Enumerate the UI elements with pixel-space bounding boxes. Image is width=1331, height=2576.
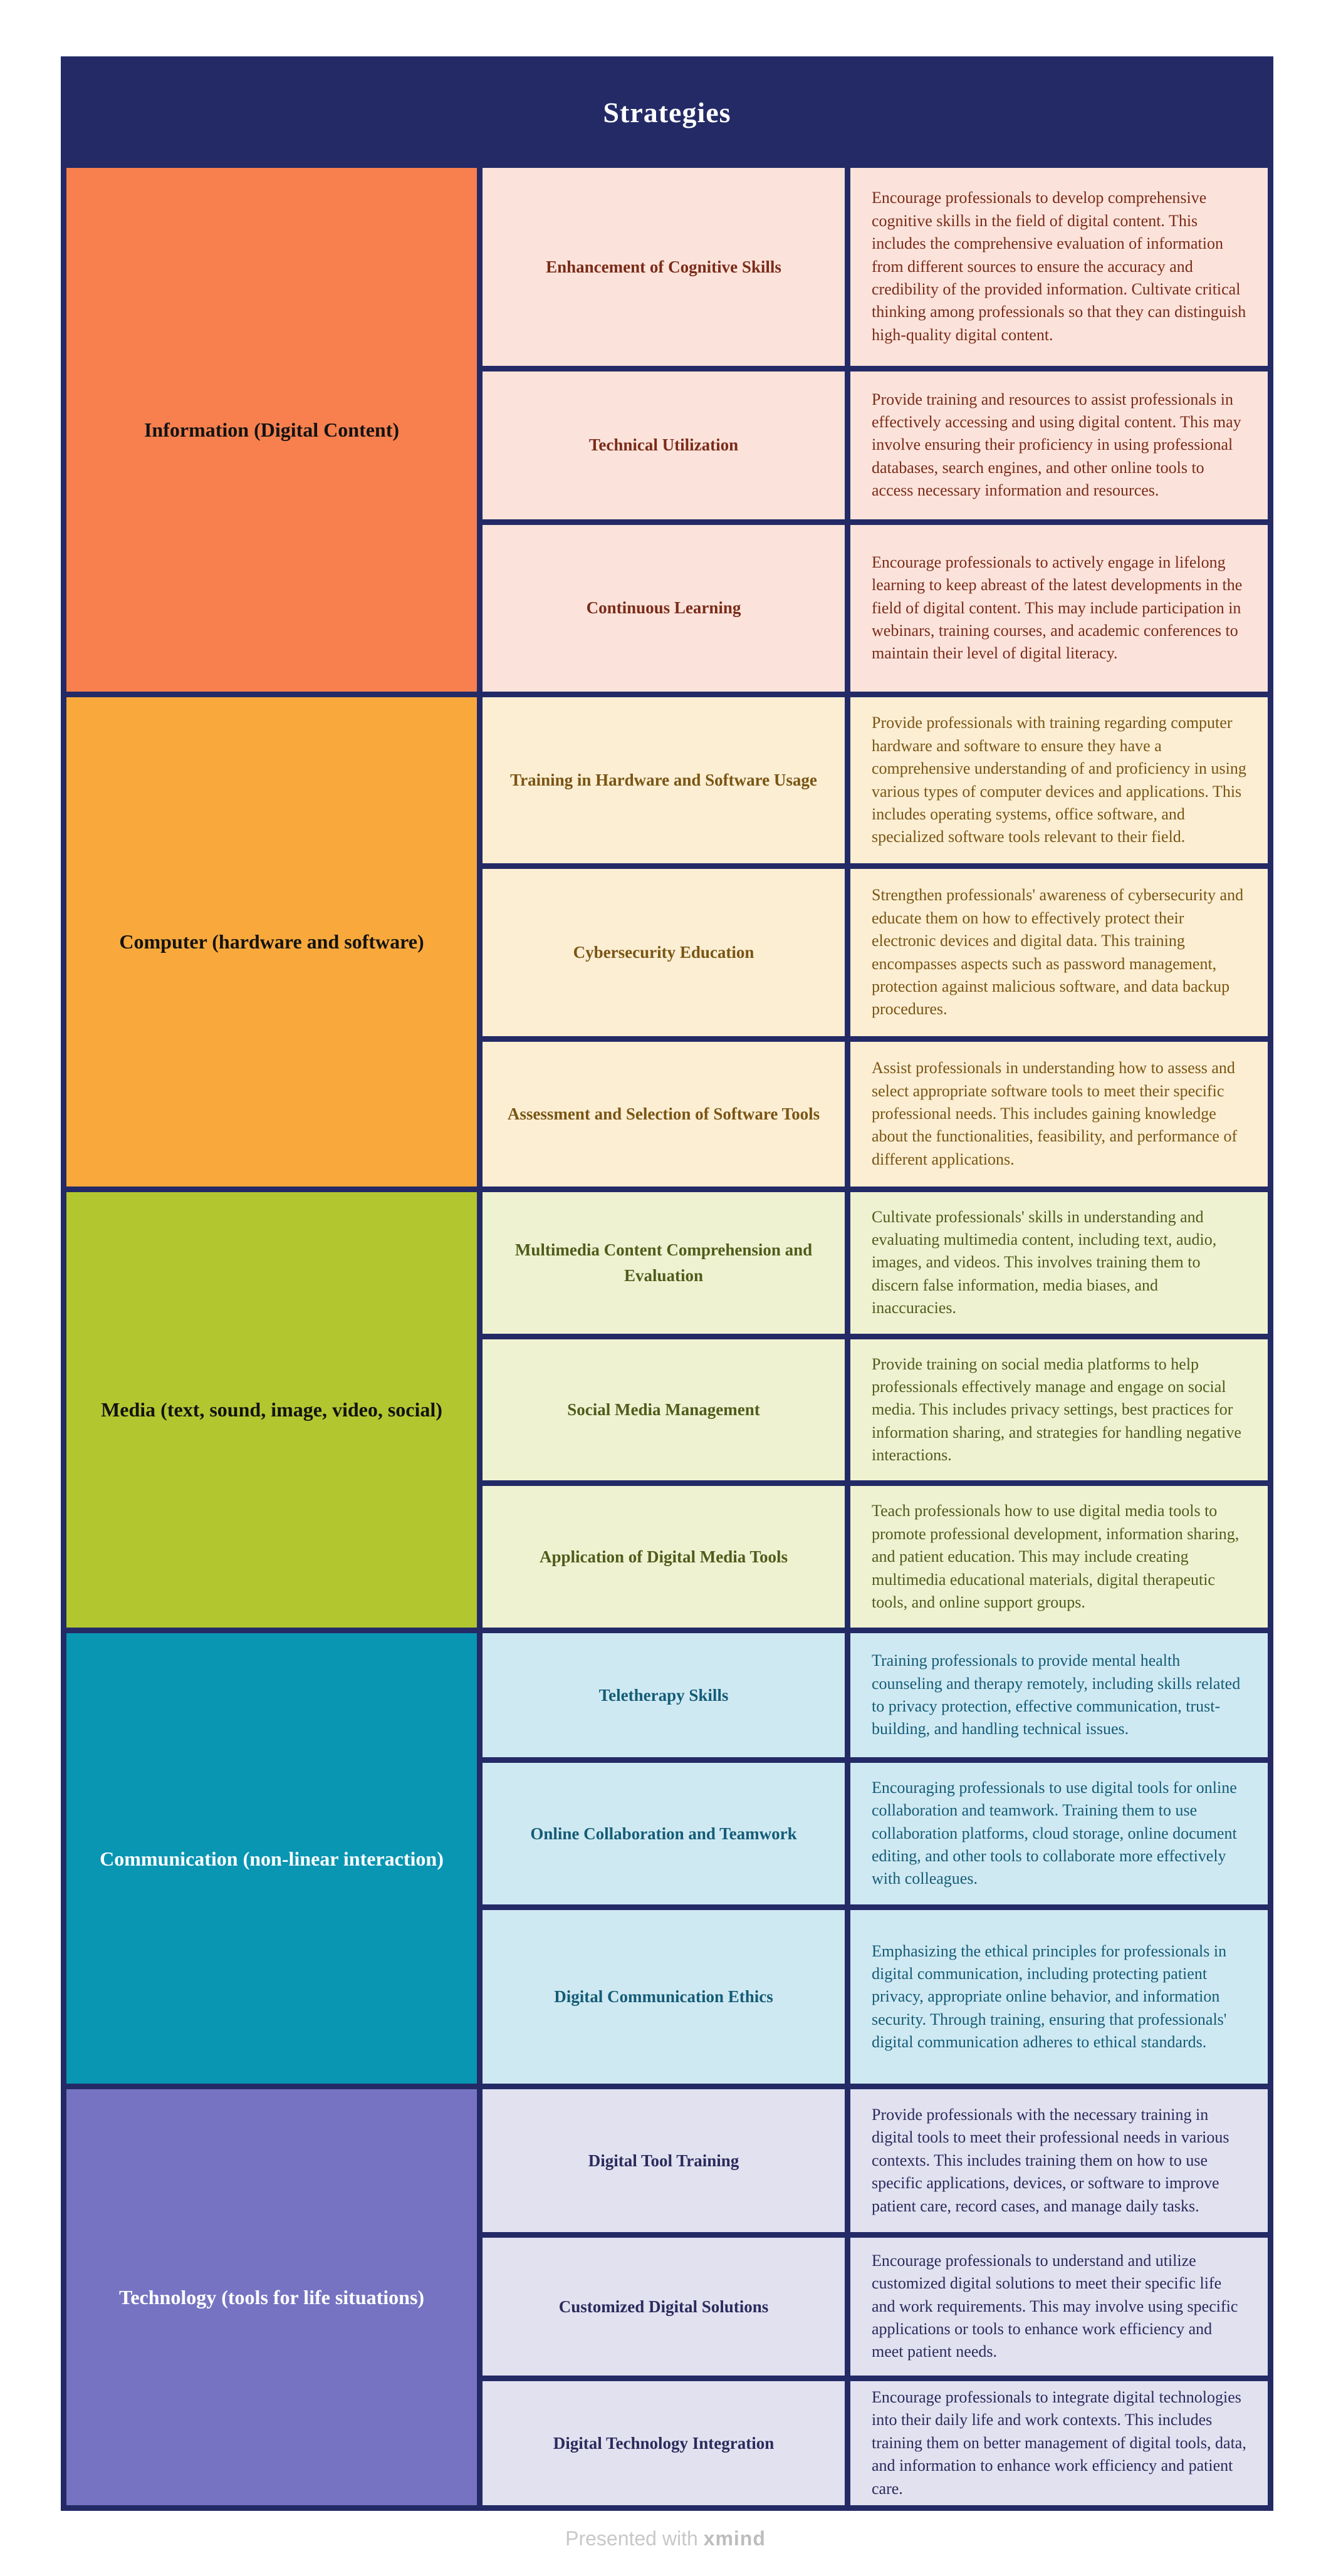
section-rows — [483, 697, 1268, 1187]
strategy-row — [483, 1910, 1268, 2084]
section-communication — [66, 1633, 1268, 2084]
strategy-label-cell: Digital Tool Training — [483, 2089, 845, 2232]
strategy-description-text: Emphasizing the ethical principles for professionals in digital communication, including protecting patient privacy, appropriate online behavior, and information security. Through training, ensuring that professionals' digital communication adheres to ethical standards. — [872, 1941, 1227, 2052]
strategy-label-cell: Application of Digital Media Tools — [483, 1486, 845, 1628]
strategy-description-text: Training professionals to provide mental health counseling and therapy remotely, including skills related to privacy protection, effective communication, trust-building, and handling technical issues. — [872, 1651, 1241, 1738]
strategy-row — [483, 1763, 1268, 1904]
section-rows — [483, 1633, 1268, 2084]
strategy-label-cell: Social Media Management — [483, 1339, 845, 1481]
strategy-description-text: Provide professionals with training regarding computer hardware and software to ensure they have a comprehensive understanding of and proficiency in using various types of computer devices and applications. This includes operating systems, office software, and specialized software tools relevant to their field. — [872, 714, 1246, 846]
strategy-description-cell — [850, 525, 1268, 692]
section-rows — [483, 168, 1268, 692]
strategy-label-cell: Digital Technology Integration — [483, 2381, 845, 2505]
strategy-description-cell — [850, 168, 1268, 366]
strategy-row — [483, 2089, 1268, 2232]
strategy-description-cell — [850, 869, 1268, 1036]
strategy-description-cell — [850, 1910, 1268, 2084]
category-cell: Computer (hardware and software) — [66, 697, 477, 1187]
strategy-label-cell: Teletherapy Skills — [483, 1633, 845, 1757]
strategy-row — [483, 2381, 1268, 2505]
section-rows — [483, 2089, 1268, 2505]
strategy-description-text: Encourage professionals to integrate digital technologies into their daily life and work contexts. This includes training them on better management of digital tools, data, and information to enhance work efficiency and patient care. — [872, 2387, 1246, 2498]
category-cell: Communication (non-linear interaction) — [66, 1633, 477, 2084]
strategy-description-cell — [850, 1486, 1268, 1628]
strategy-description-cell — [850, 1633, 1268, 1757]
watermark-text: Presented with — [565, 2527, 704, 2550]
strategy-description-text: Provide training and resources to assist professionals in effectively accessing and using digital content. This may involve ensuring their proficiency in using professional databases, search engines, and other online tools to access necessary information and resources. — [872, 390, 1241, 500]
strategy-description-cell — [850, 2089, 1268, 2232]
strategy-row — [483, 1486, 1268, 1628]
strategy-row — [483, 869, 1268, 1036]
strategy-description-text: Encourage professionals to understand and utilize customized digital solutions to meet their specific life and work requirements. This may involve using specific applications or tools to enhance work efficiency and meet patient needs. — [872, 2251, 1238, 2361]
strategy-row — [483, 371, 1268, 519]
strategy-description-text: Encourage professionals to actively engage in lifelong learning to keep abreast of the latest developments in the field of digital content. This may include participation in webinars, training courses, and academic conferences to maintain their level of digital literacy. — [872, 553, 1243, 663]
category-cell: Technology (tools for life situations) — [66, 2089, 477, 2505]
strategy-row — [483, 168, 1268, 366]
table-title: Strategies — [66, 62, 1268, 162]
strategy-row — [483, 1192, 1268, 1334]
strategy-label-cell: Assessment and Selection of Software Tools — [483, 1042, 845, 1187]
category-cell: Information (Digital Content) — [66, 168, 477, 692]
xmind-logo-text: xmind — [703, 2527, 766, 2550]
strategy-description-cell — [850, 2381, 1268, 2505]
strategy-row — [483, 1042, 1268, 1187]
strategy-label-cell: Multimedia Content Comprehension and Evaluation — [483, 1192, 845, 1334]
category-cell: Media (text, sound, image, video, social) — [66, 1192, 477, 1628]
strategy-description-cell — [850, 1339, 1268, 1481]
strategy-label-cell: Online Collaboration and Teamwork — [483, 1763, 845, 1904]
strategy-label-cell: Technical Utilization — [483, 371, 845, 519]
section-media — [66, 1192, 1268, 1628]
section-rows — [483, 1192, 1268, 1628]
strategy-description-cell — [850, 1763, 1268, 1904]
strategy-description-cell — [850, 2238, 1268, 2376]
watermark — [0, 2527, 1331, 2550]
strategy-description-text: Strengthen professionals' awareness of cybersecurity and educate them on how to effectively protect their electronic devices and digital data. This training encompasses aspects such as password management, protection against malicious software, and data backup procedures. — [872, 886, 1244, 1019]
strategy-description-text: Teach professionals how to use digital media tools to promote professional development, information sharing, and patient education. This may include creating multimedia educational materials, digital therapeutic tools, and online support groups. — [872, 1502, 1240, 1611]
strategy-label-cell: Continuous Learning — [483, 525, 845, 692]
strategy-description-cell — [850, 371, 1268, 519]
strategy-description-cell — [850, 697, 1268, 864]
strategy-label-cell: Cybersecurity Education — [483, 869, 845, 1036]
strategy-description-cell — [850, 1192, 1268, 1334]
strategy-label-cell: Training in Hardware and Software Usage — [483, 697, 845, 864]
strategy-label-cell: Enhancement of Cognitive Skills — [483, 168, 845, 366]
strategy-row — [483, 525, 1268, 692]
strategy-description-text: Encourage professionals to develop comprehensive cognitive skills in the field of digital content. This includes the comprehensive evaluation of information from different sources to ensure the accuracy and credibility of the provided information. Cultivate critical thinking among professionals so that they can distinguish high-quality digital content. — [872, 189, 1246, 344]
strategy-label-cell: Customized Digital Solutions — [483, 2238, 845, 2376]
strategy-row — [483, 697, 1268, 864]
strategy-description-text: Assist professionals in understanding how to assess and select appropriate software tools to meet their specific professional needs. This includes gaining knowledge about the functionalities, feasibility, and performance of different applications. — [872, 1059, 1238, 1168]
section-computer — [66, 697, 1268, 1187]
strategy-description-cell — [850, 1042, 1268, 1187]
strategy-description-text: Cultivate professionals' skills in understanding and evaluating multimedia content, including text, audio, images, and videos. This involves training them to discern false information, media biases, and inaccuracies. — [872, 1207, 1217, 1317]
strategy-description-text: Encouraging professionals to use digital tools for online collaboration and teamwork. Training them to use collaboration platforms, cloud storage, online document editing, and other tools to collaborate more effectively with colleagues. — [872, 1778, 1237, 1888]
strategy-label-cell: Digital Communication Ethics — [483, 1910, 845, 2084]
strategy-row — [483, 2238, 1268, 2376]
strategy-row — [483, 1633, 1268, 1757]
section-information — [66, 168, 1268, 692]
section-technology — [66, 2089, 1268, 2505]
strategy-row — [483, 1339, 1268, 1481]
strategy-description-text: Provide training on social media platforms to help professionals effectively manage and engage on social media. This includes privacy settings, best practices for information sharing, and strategies for handling negative interactions. — [872, 1354, 1241, 1465]
strategies-table — [61, 56, 1273, 2511]
strategy-description-text: Provide professionals with the necessary training in digital tools to meet their professional needs in various contexts. This includes training them on how to use specific applications, devices, or software to improve patient care, record cases, and manage daily tasks. — [872, 2106, 1229, 2215]
